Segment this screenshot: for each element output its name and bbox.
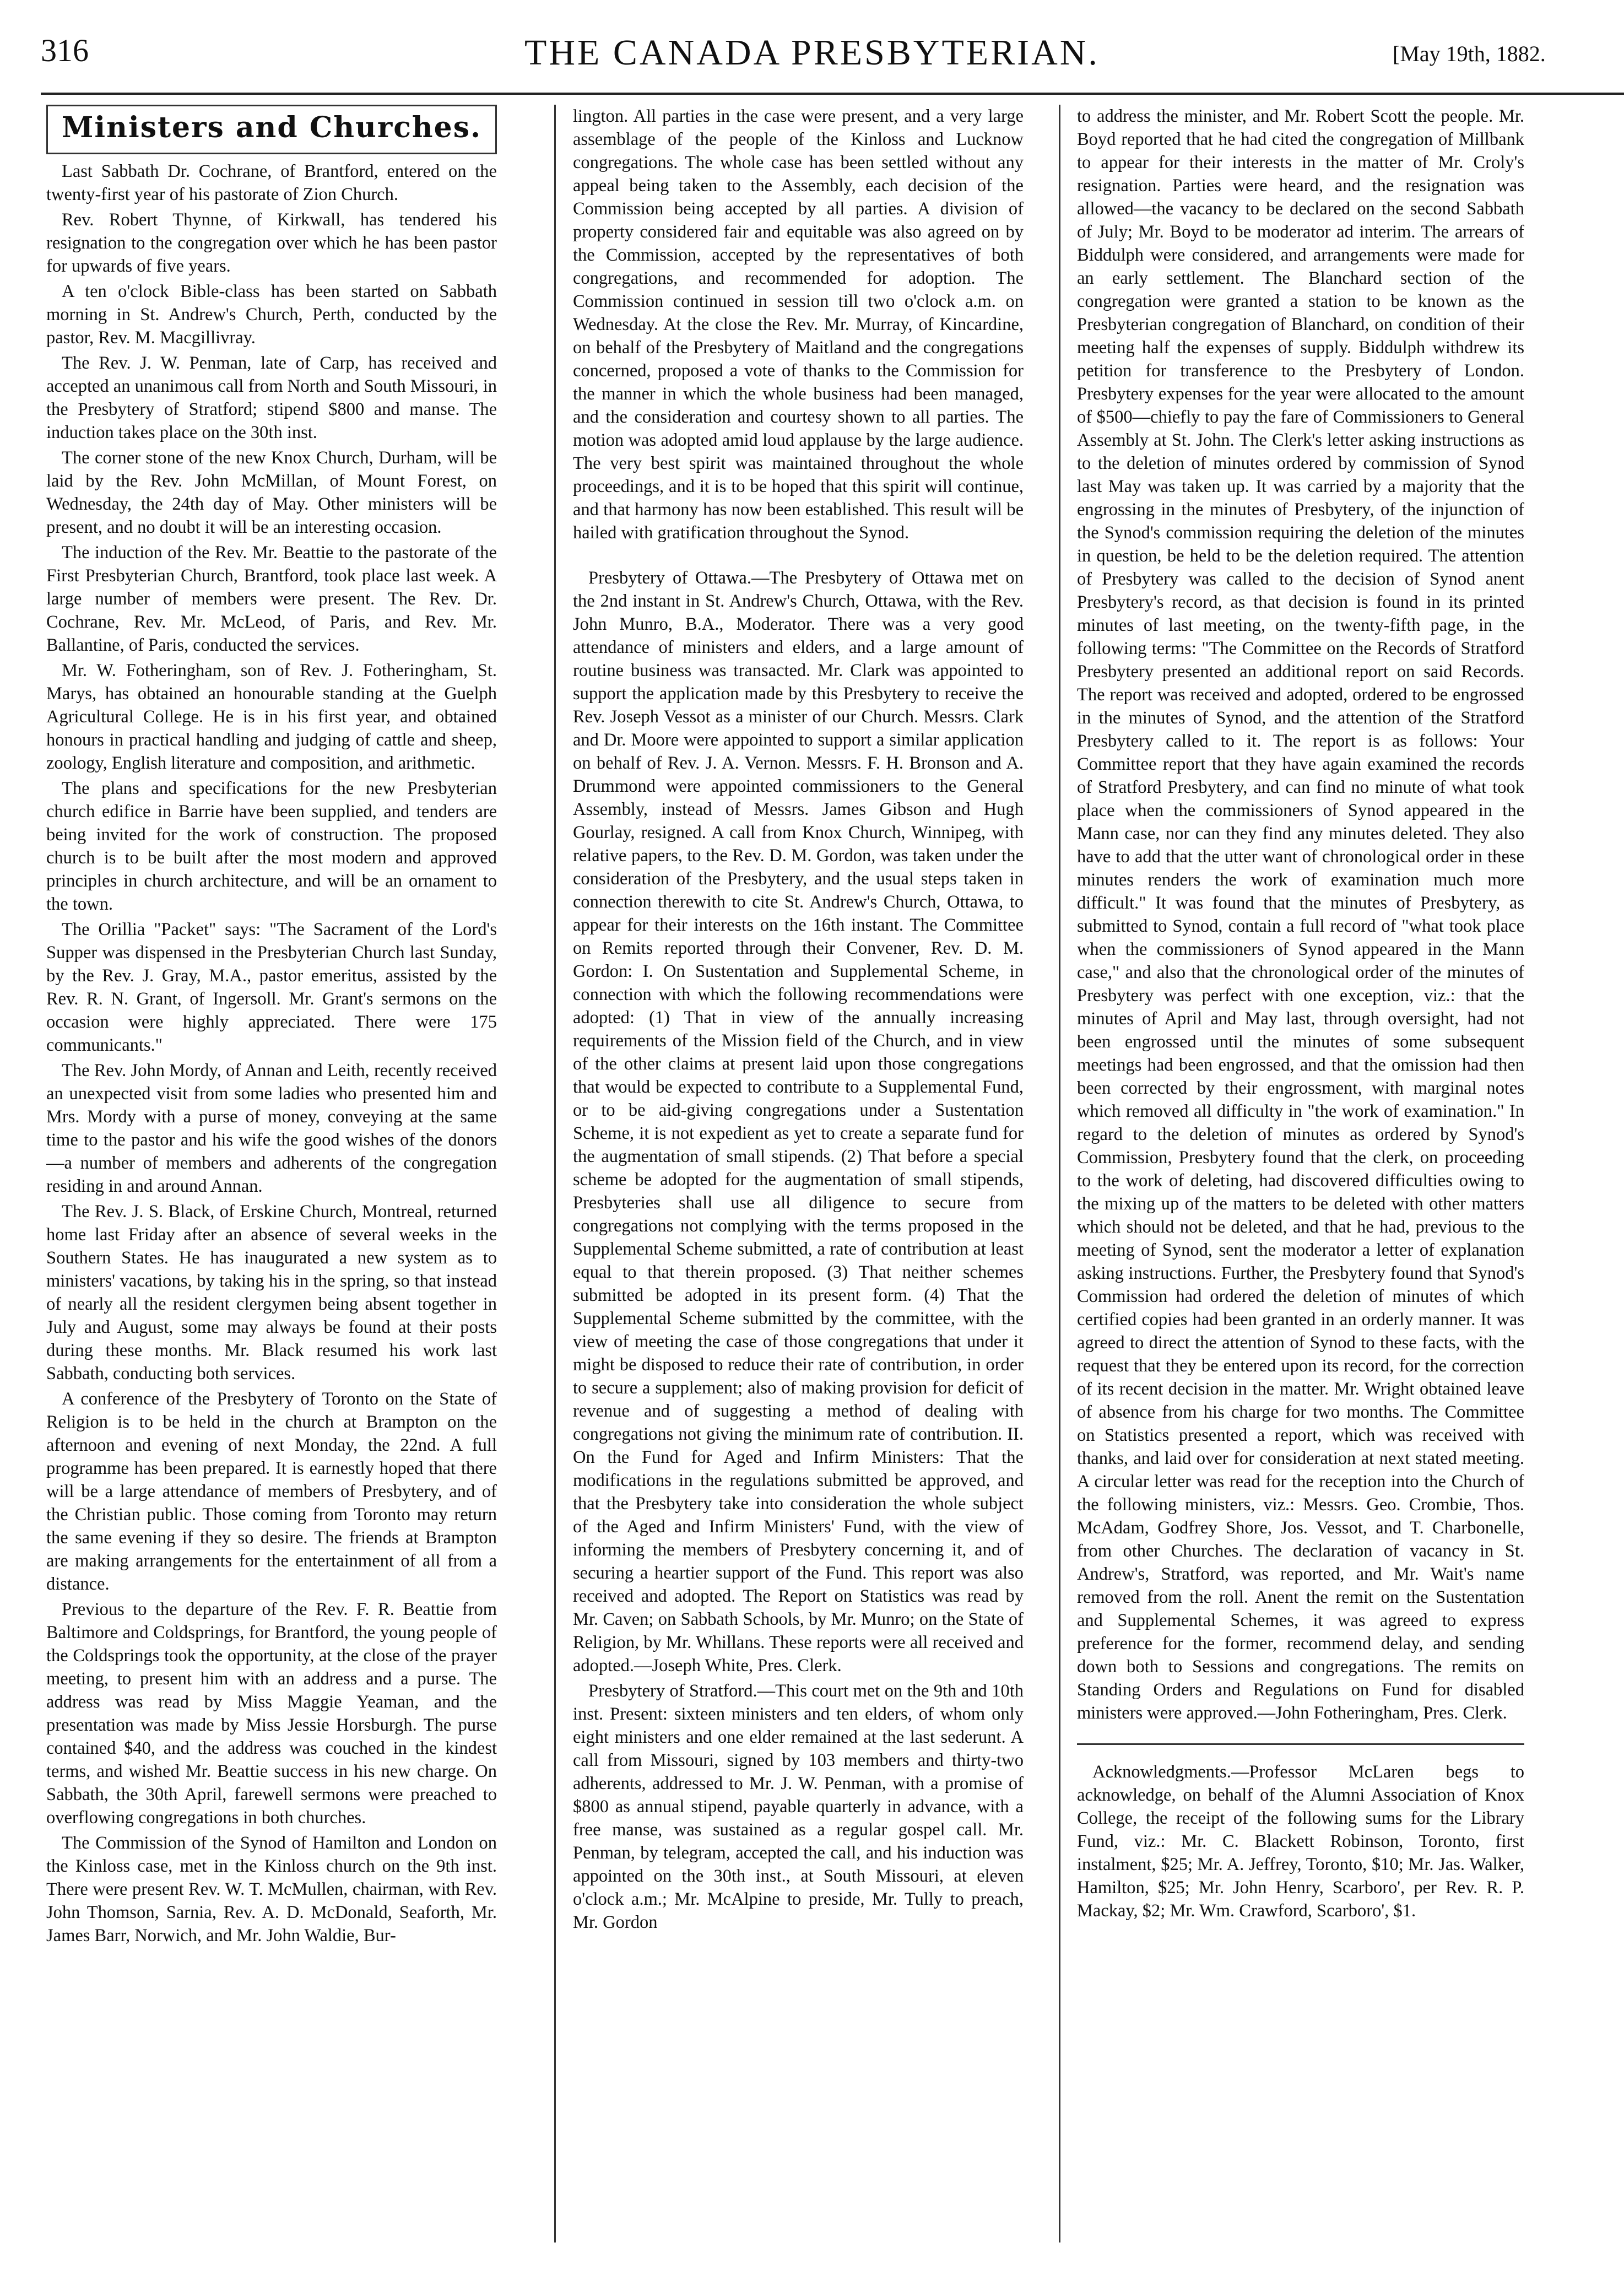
news-item: The Orillia "Packet" says: "The Sacrament of the Lord's Supper was dispensed in the Presbyterian Church last Sunday, by the Rev. J. Gray, M.A., pastor emeritus, assisted by the Rev. R. N. Grant, of Ingersoll. Mr. Grant's sermons on the occasion were highly appreciated. There were 175 communicants." bbox=[46, 920, 497, 1055]
presbytery-report-stratford: Presbytery of Stratford.—This court met on the 9th and 10th inst. Present: sixteen ministers and ten elders, of whom only eight ministers and one elder remained at the last sederunt. A call from Missouri, signed by 103 members and thirty-two adherents, addressed to Mr. J. W. Penman, with a promise of $800 as annual stipend, payable quarterly in advance, with a free manse, was sustained as a regular gospel call. Mr. Penman, by telegram, accepted the call, and his induction was appointed on the 30th inst., at South Missouri, at eleven o'clock a.m.; Mr. McAlpine to preside, Mr. Tully to preach, Mr. Gordon bbox=[573, 1681, 1024, 1932]
page-number: 316 bbox=[41, 33, 89, 68]
header-rule bbox=[41, 93, 1624, 95]
section-heading: Ministers and Churches. bbox=[61, 111, 482, 144]
news-item: Mr. W. Fotheringham, son of Rev. J. Fotheringham, St. Marys, has obtained an honourable standing at the Guelph Agricultural College. He is in his first year, and obtained honours in practical handling and judging of cattle and sheep, zoology, English literature and composition, and arithmetic. bbox=[46, 661, 497, 773]
section-divider bbox=[1077, 1743, 1524, 1745]
column-2 bbox=[573, 105, 1024, 2259]
presbytery-report-ottawa: Presbytery of Ottawa.—The Presbytery of Ottawa met on the 2nd instant in St. Andrew's Church, Ottawa, with the Rev. John Munro, B.A., Moderator. There was a very good attendance of ministers and elders, and a large amount of routine business was transacted. Mr. Clark was appointed to support the application made by this Presbytery to receive the Rev. Joseph Vessot as a minister of our Church. Messrs. Clark and Dr. Moore were appointed to support a similar application on behalf of Rev. J. A. Vernon. Messrs. F. H. Bronson and A. Drummond were appointed commissioners to the General Assembly, instead of Messrs. James Gibson and Hugh Gourlay, resigned. A call from Knox Church, Winnipeg, with relative papers, to the Rev. D. M. Gordon, was taken under the consideration of the Presbytery, and the usual steps taken in connection therewith to cite St. Andrew's Church, Ottawa, to appear for their interests on the 16th instant. The Committee on Remits reported through their Convener, Rev. D. M. Gordon: I. On Sustentation and Supplemental Scheme, in connection with which the following recommendations were adopted: (1) That in view of the annually increasing requirements of the Mission field of the Church, and in view of the other claims at present laid upon those congregations that would be expected to contribute to a Supplemental Fund, or to be aid-giving congregations under a Sustentation Scheme, it is not expedient as yet to create a separate fund for the augmentation of small stipends. (2) That before a special scheme be adopted for the augmentation of small stipends, Presbyteries shall use all diligence to secure from congregations not complying with the terms proposed in the Supplemental Scheme submitted, a rate of contribution at least equal to that therein proposed. (3) That neither schemes submitted be adopted in its present form. (4) That the Supplemental Scheme submitted by the committee, with the view of meeting the case of those congregations that under it might be disposed to reduce their rate of contribution, in order to secure a supplement; also of making provision for deficit of revenue and of suggesting a method of dealing with congregations not giving the minimum rate of contribution. II. On the Fund for Aged and Infirm Ministers: That the modifications in the regulations submitted be approved, and that the Presbytery take into consideration the whole subject of the Aged and Infirm Ministers' Fund, with the view of informing the members of Presbytery concerning it, and of securing a heartier support of the Fund. This report was also received and adopted. The Report on Statistics was read by Mr. Caven; on Sabbath Schools, by Mr. Munro; on the State of Religion, by Mr. Whillans. These reports were all received and adopted.—Joseph White, Pres. Clerk. bbox=[573, 568, 1024, 1676]
news-item: Previous to the departure of the Rev. F. R. Beattie from Baltimore and Coldsprings, for Brantford, the young people of the Coldsprings took the opportunity, at the close of the prayer meeting, to present him with an address and a purse. The address was read by Miss Maggie Yeaman, and the presentation was made by Miss Jessie Horsburgh. The purse contained $40, and the address was couched in the kindest terms, and wished Mr. Beattie success in his new charge. On Sabbath, the 30th April, farewell sermons were preached to overflowing congregations in both churches. bbox=[46, 1599, 497, 1828]
news-item: lington. All parties in the case were present, and a very large assemblage of the people of the Kinloss and Lucknow congregations. The whole case has been settled without any appeal being taken to the Assembly, each decision of the Commission being accepted by all parties. A division of property considered fair and equitable was also agreed on by the Commission, accepted by the representatives of both congregations, and recommended for adoption. The Commission continued in session till two o'clock a.m. on Wednesday. At the close the Rev. Mr. Murray, of Kincardine, on behalf of the Presbytery of Maitland and the congregations concerned, proposed a vote of thanks to the Commission for the manner in which the whole business had been managed, and the consideration and courtesy shown to all parties. The motion was adopted amid loud applause by the large audience. The very best spirit was maintained throughout the whole proceedings, and it is to be hoped that this spirit will continue, and that harmony has now been established. This result will be hailed with gratification throughout the Synod. bbox=[573, 106, 1024, 543]
issue-date: [May 19th, 1882. bbox=[1393, 41, 1546, 66]
section-heading-box bbox=[46, 105, 497, 154]
column-divider bbox=[554, 105, 556, 2242]
column-divider bbox=[1059, 105, 1060, 2242]
column-1 bbox=[46, 105, 497, 2259]
news-item: The Rev. J. W. Penman, late of Carp, has received and accepted an unanimous call from North and South Missouri, in the Presbytery of Stratford; stipend $800 and manse. The induction takes place on the 30th inst. bbox=[46, 353, 497, 442]
news-item: The plans and specifications for the new Presbyterian church edifice in Barrie have been supplied, and tenders are being invited for the work of construction. The proposed church is to be built after the most modern and approved principles in church architecture, and will be an ornament to the town. bbox=[46, 779, 497, 914]
masthead-title: THE CANADA PRESBYTERIAN. bbox=[524, 33, 1100, 73]
news-item: Rev. Robert Thynne, of Kirkwall, has tendered his resignation to the congregation over which he has been pastor for upwards of five years. bbox=[46, 210, 497, 276]
presbytery-report-continued: to address the minister, and Mr. Robert Scott the people. Mr. Boyd reported that he had cited the congregation of Millbank to appear for their interests in the matter of Mr. Croly's resignation. Parties were heard, and the resignation was allowed—the vacancy to be declared on the second Sabbath of July; Mr. Boyd to be moderator ad interim. The arrears of Biddulph were considered, and arrangements were made for an early settlement. The Blanchard section of the congregation were granted a station to be known as the Presbyterian congregation of Blanchard, on condition of their meeting half the expenses of supply. Biddulph withdrew its petition for transference to the Presbytery of London. Presbytery expenses for the year were allocated to the amount of $500—chiefly to pay the fare of Commissioners to General Assembly at St. John. The Clerk's letter asking instructions as to the deletion of minutes ordered by commission of Synod last May was taken up. It was carried by a majority that the engrossing in the minutes of Presbytery, of the injunction of the Synod's commission requiring the deletion of the minutes in question, be held to be the deletion required. The attention of Presbytery was called to the decision of Synod anent Presbytery's record, as that decision is found in its printed minutes of last meeting, on the twenty-fifth page, in the following terms: "The Committee on the Records of Stratford Presbytery presented an additional report on said Records. The report was received and adopted, ordered to be engrossed in the minutes of Synod, and the attention of the Stratford Presbytery called to it. The report is as follows: Your Committee report that they have again examined the records of Stratford Presbytery, and can find no minute of what took place when the commissioners of Synod appeared in the Mann case, nor can they find any minutes deleted. They also have to add that the utter want of chronological order in these minutes renders the work of examination much more difficult." It was found that the minutes of Presbytery, as submitted to Synod, contain a full record of "what took place when the commissioners of Synod appeared in the Mann case," and also that the chronological order of the minutes of Presbytery was perfect with one exception, viz.: that the minutes of April and May last, through oversight, had not been engrossed until the minutes of some subsequent meetings had been engrossed, and that the omission had then been corrected by their engrossment, with marginal notes which removed all difficulty in "the work of examination." In regard to the deletion of minutes as ordered by Synod's Commission, Presbytery found that the clerk, on proceeding to the work of deleting, had discovered difficulties owing to the mixing up of the matters to be deleted with other matters which should not be deleted, and that he had, previous to the meeting of Synod, sent the moderator a letter of explanation asking instructions. Further, the Presbytery found that Synod's Commission had ordered the deletion of minutes of which certified copies had been granted in an orderly manner. It was agreed to direct the attention of Synod to these facts, with the request that they be entered upon its record, for the correction of its recent decision in the matter. Mr. Wright obtained leave of absence from his charge for two months. The Committee on Statistics presented a report, which was received with thanks, and laid over for consideration at next stated meeting. A circular letter was read for the reception into the Church of the following ministers, viz.: Messrs. Geo. Crombie, Thos. McAdam, Godfrey Shore, Jos. Vessot, and T. Charbonelle, from other Churches. The declaration of vacancy in St. Andrew's, Stratford, was reported, and Mr. Wait's name removed from the roll. Anent the remit on the Sustentation and Supplemental Schemes, it was agreed to express preference for the former, recommend delay, and sending down both to Sessions and congregations. The remits on Standing Orders and Regulations on Fund for disabled ministers were approved.—John Fotheringham, Pres. Clerk. bbox=[1077, 106, 1524, 1723]
news-item: The Rev. J. S. Black, of Erskine Church, Montreal, returned home last Friday after an absence of several weeks in the Southern States. He has inaugurated a new system as to ministers' vacations, by taking his in the spring, so that instead of nearly all the resident clergymen being absent together in July and August, some may always be found at their posts during these months. Mr. Black resumed his work last Sabbath, conducting both services. bbox=[46, 1202, 497, 1384]
news-item: The induction of the Rev. Mr. Beattie to the pastorate of the First Presbyterian Church, Brantford, took place last week. A large number of members were present. The Rev. Dr. Cochrane, Rev. Mr. McLeod, of Paris, and Rev. Mr. Ballantine, of Paris, conducted the services. bbox=[46, 543, 497, 655]
news-item: The corner stone of the new Knox Church, Durham, will be laid by the Rev. John McMillan, of Mount Forest, on Wednesday, the 24th day of May. Other ministers will be present, and no doubt it will be an interesting occasion. bbox=[46, 448, 497, 537]
news-item: Last Sabbath Dr. Cochrane, of Brantford, entered on the twenty-first year of his pastorate of Zion Church. bbox=[46, 161, 497, 204]
news-item: The Commission of the Synod of Hamilton and London on the Kinloss case, met in the Kinloss church on the 9th inst. There were present Rev. W. T. McMullen, chairman, with Rev. John Thomson, Sarnia, Rev. A. D. McDonald, Seaforth, Mr. James Barr, Norwich, and Mr. John Waldie, Bur- bbox=[46, 1833, 497, 1946]
news-item: A conference of the Presbytery of Toronto on the State of Religion is to be held in the church at Brampton on the afternoon and evening of next Monday, the 22nd. A full programme has been prepared. It is earnestly hoped that there will be a large attendance of members of Presbytery, and of the Christian public. Those coming from Toronto may return the same evening if they so desire. The friends at Brampton are making arrangements for the entertainment of all from a distance. bbox=[46, 1389, 497, 1594]
acknowledgments: Acknowledgments.—Professor McLaren begs to acknowledge, on behalf of the Alumni Association of Knox College, the receipt of the following sums for the Library Fund, viz.: Mr. C. Blackett Robinson, Toronto, first instalment, $25; Mr. A. Jeffrey, Toronto, $10; Mr. Jas. Walker, Hamilton, $25; Mr. John Henry, Scarboro', per Rev. R. P. Mackay, $2; Mr. Wm. Crawford, Scarboro', $1. bbox=[1077, 1762, 1524, 1921]
news-item: A ten o'clock Bible-class has been started on Sabbath morning in St. Andrew's Church, Perth, conducted by the pastor, Rev. M. Macgillivray. bbox=[46, 282, 497, 348]
news-item: The Rev. John Mordy, of Annan and Leith, recently received an unexpected visit from some ladies who presented him and Mrs. Mordy with a purse of money, conveying at the same time to the pastor and his wife the good wishes of the donors—a number of members and adherents of the congregation residing in and around Annan. bbox=[46, 1061, 497, 1196]
column-3 bbox=[1077, 105, 1524, 2259]
